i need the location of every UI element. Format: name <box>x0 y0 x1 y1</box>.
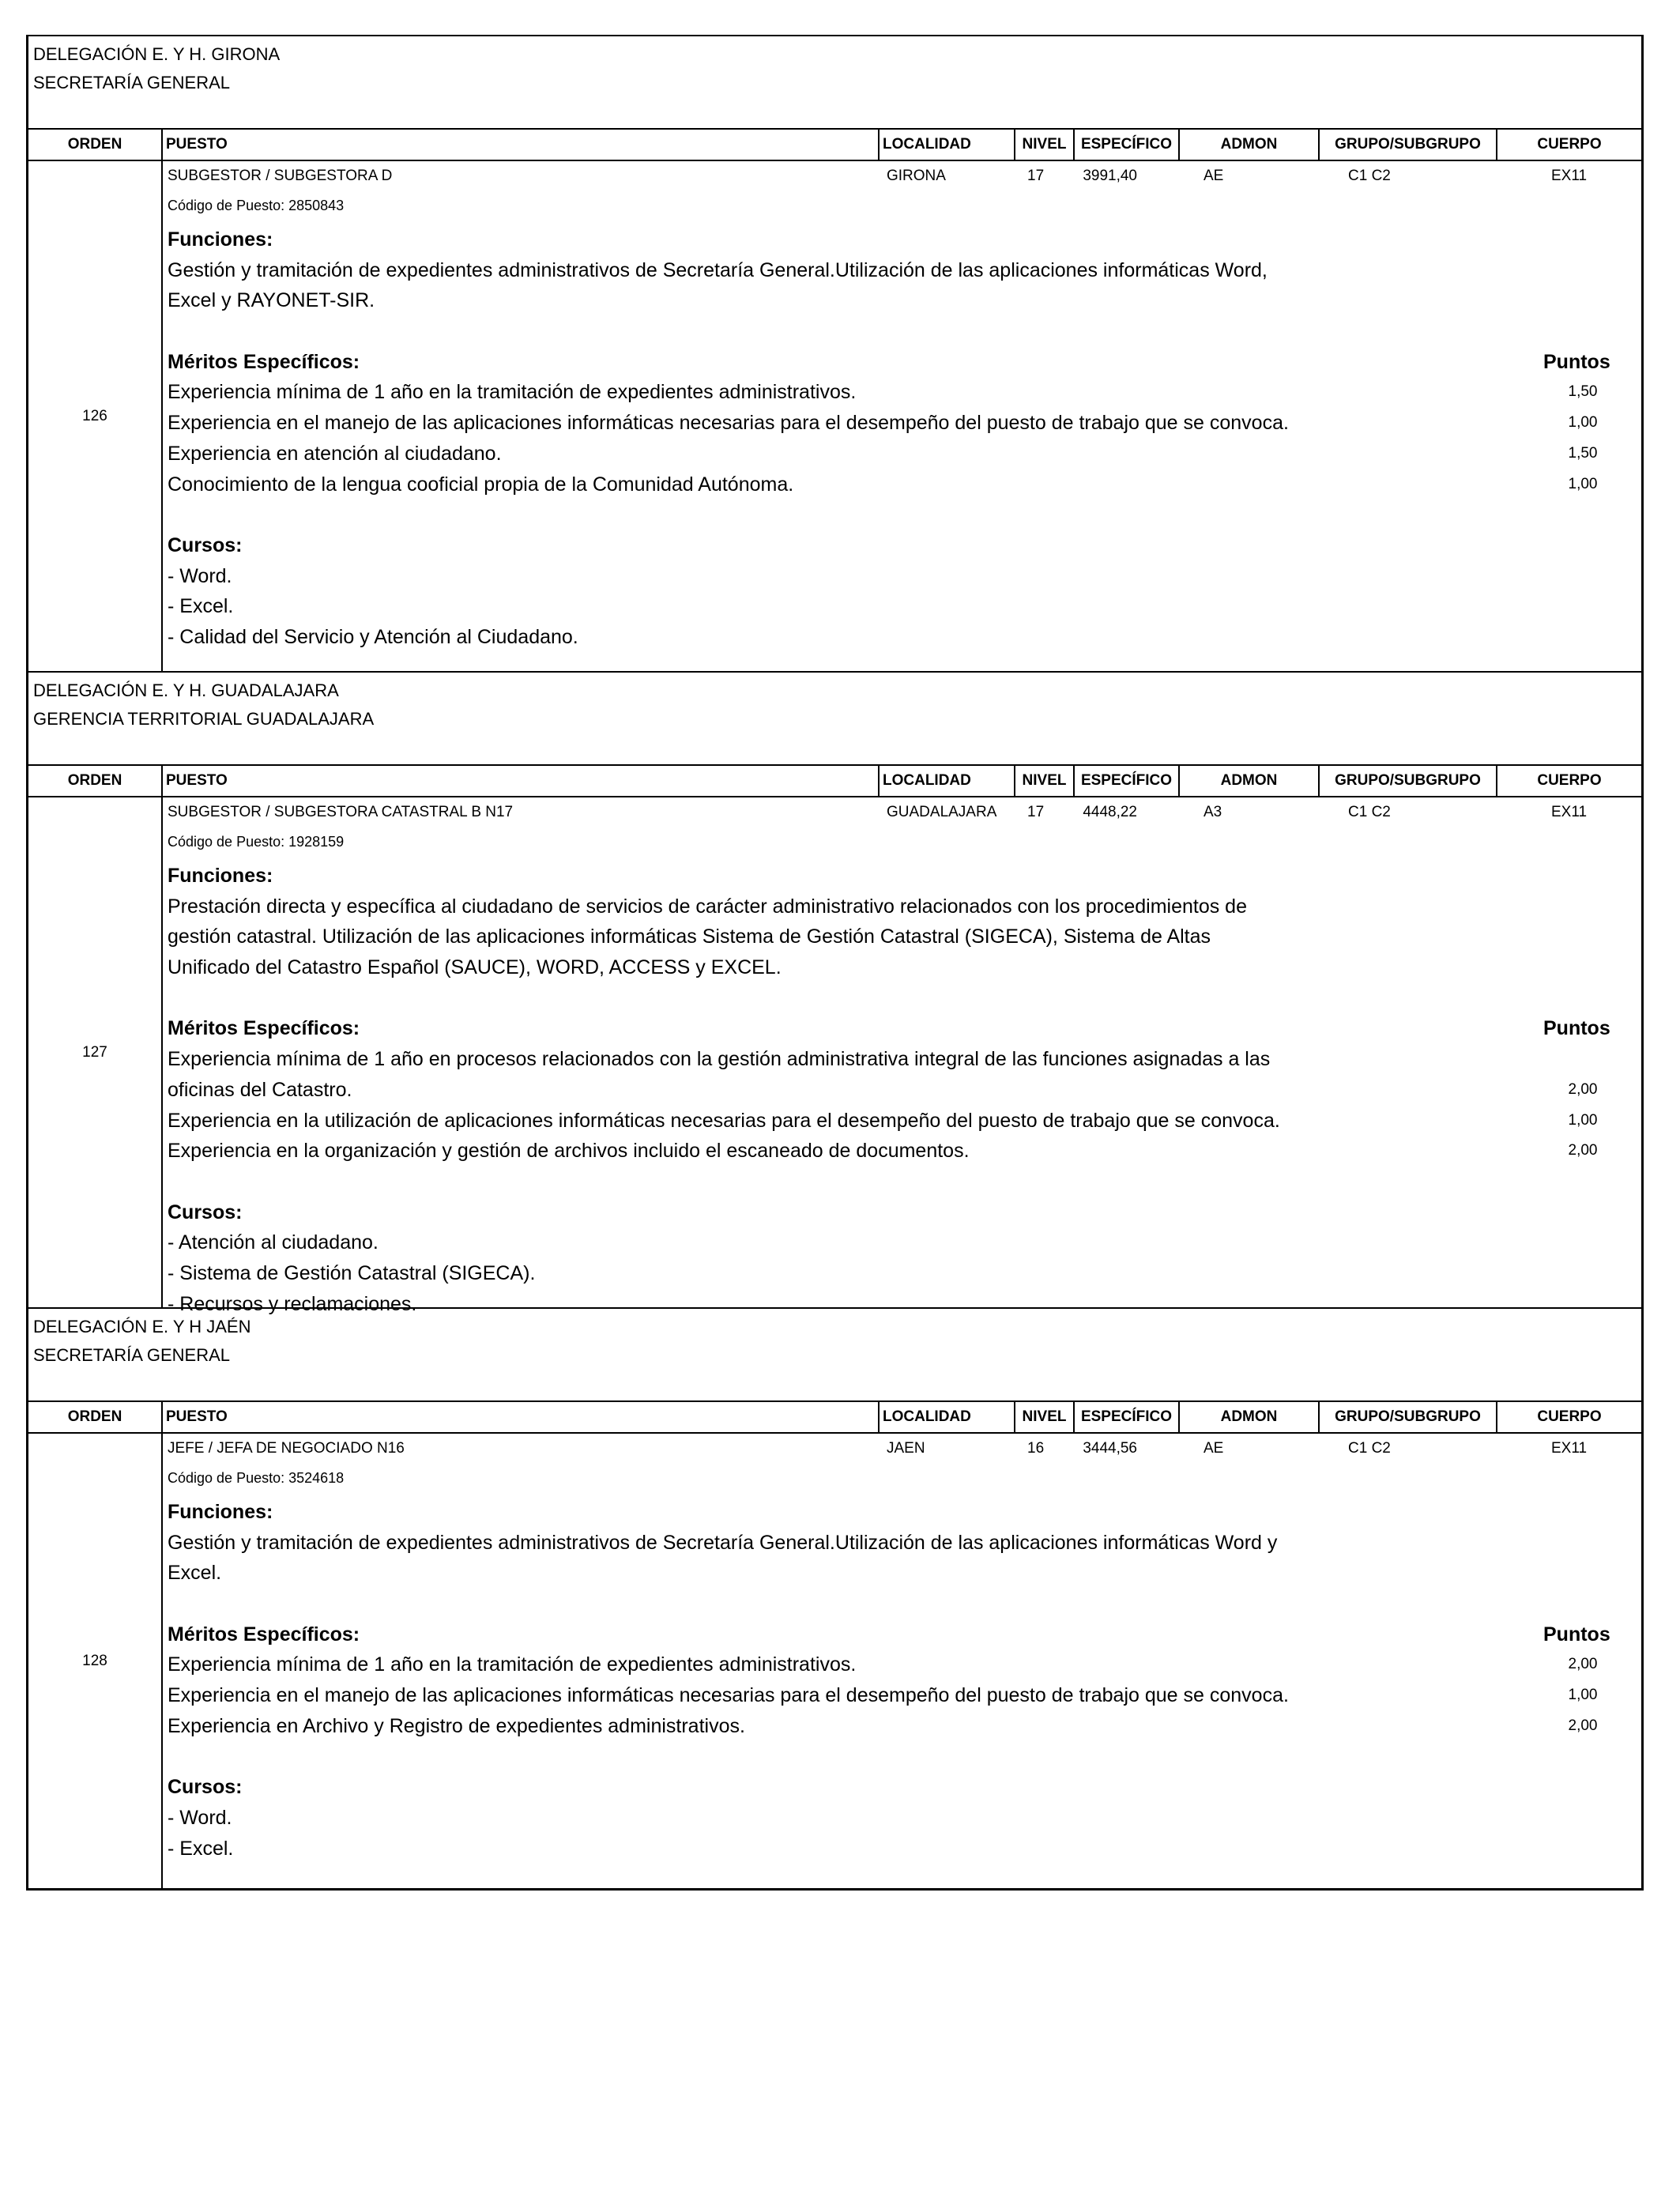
curso-line: - Atención al ciudadano. <box>168 1231 379 1254</box>
merito-puntos: 1,50 <box>1568 444 1598 462</box>
column-header-row <box>28 1402 1641 1434</box>
merito-text: Experiencia mínima de 1 año en procesos relacionados con la gestión administrativa integral de las funciones asignadas a las <box>168 1048 1271 1071</box>
header-especifico: ESPECÍFICO <box>1075 130 1180 160</box>
header-puesto: PUESTO <box>163 766 880 796</box>
section-header <box>28 673 1641 766</box>
curso-line: - Word. <box>168 564 232 587</box>
funciones-heading: Funciones: <box>168 228 273 251</box>
meritos-heading <box>168 347 1641 378</box>
spacer <box>168 316 1641 347</box>
delegacion-title: DELEGACIÓN E. Y H. GIRONA <box>33 44 281 64</box>
curso-line: - Word. <box>168 1806 232 1829</box>
header-orden: ORDEN <box>28 1402 163 1432</box>
job-row <box>28 797 1641 1315</box>
job-text <box>168 224 1641 653</box>
cell-grupo: C1 C2 <box>1348 168 1391 184</box>
merito-line <box>168 1680 1641 1711</box>
header-nivel: NIVEL <box>1015 1402 1075 1432</box>
header-orden: ORDEN <box>28 766 163 796</box>
merito-text: Experiencia en la organización y gestión de archivos incluido el escaneado de documentos. <box>168 1140 970 1163</box>
job-summary-row <box>163 168 1641 188</box>
funciones-heading: Funciones: <box>168 865 273 887</box>
merito-text: Experiencia mínima de 1 año en la tramitación de expedientes administrativos. <box>168 1653 857 1676</box>
merito-text: oficinas del Catastro. <box>168 1078 352 1101</box>
merito-line <box>168 1106 1641 1137</box>
cell-admon: AE <box>1203 1440 1224 1457</box>
header-localidad: LOCALIDAD <box>880 766 1015 796</box>
merito-text: Experiencia en el manejo de las aplicaciones informáticas necesarias para el desempeño del puesto de trabajo que se convoca. <box>168 412 1289 435</box>
column-header-row <box>28 130 1641 161</box>
cell-localidad: JAEN <box>887 1440 925 1457</box>
job-details <box>163 161 1641 671</box>
job-section <box>26 1307 1644 1891</box>
job-text <box>168 1497 1641 1864</box>
cell-puesto: JEFE / JEFA DE NEGOCIADO N16 <box>168 1440 405 1457</box>
cell-admon: A3 <box>1203 804 1222 820</box>
funciones-line: Excel. <box>168 1562 222 1585</box>
merito-puntos: 1,00 <box>1568 1687 1598 1704</box>
header-puesto: PUESTO <box>163 130 880 160</box>
cell-cuerpo: EX11 <box>1551 168 1588 184</box>
job-row <box>28 1434 1641 1888</box>
header-orden: ORDEN <box>28 130 163 160</box>
merito-line <box>168 377 1641 408</box>
job-summary-row <box>163 804 1641 824</box>
puntos-heading: Puntos <box>1543 1623 1610 1646</box>
job-text <box>168 861 1641 1319</box>
merito-puntos: 1,00 <box>1568 1111 1598 1129</box>
merito-line <box>168 1136 1641 1167</box>
meritos-label: Méritos Específicos: <box>168 1623 360 1646</box>
funciones-line: Gestión y tramitación de expedientes administrativos de Secretaría General.Utilización de las aplicaciones informáticas Word, <box>168 258 1268 281</box>
unidad-title: GERENCIA TERRITORIAL GUADALAJARA <box>33 709 375 729</box>
cell-localidad: GIRONA <box>887 168 946 184</box>
cell-nivel: 17 <box>1027 804 1045 820</box>
curso-line: - Excel. <box>168 1837 234 1860</box>
funciones-line: Excel y RAYONET-SIR. <box>168 289 375 312</box>
cell-localidad: GUADALAJARA <box>887 804 997 820</box>
merito-line <box>168 439 1641 469</box>
merito-puntos: 1,50 <box>1568 383 1598 401</box>
spacer <box>168 1589 1641 1619</box>
job-details <box>163 1434 1641 1888</box>
merito-text: Conocimiento de la lengua cooficial propia de la Comunidad Autónoma. <box>168 473 794 496</box>
cell-puesto: SUBGESTOR / SUBGESTORA D <box>168 168 393 184</box>
merito-line <box>168 1649 1641 1680</box>
header-cuerpo: CUERPO <box>1537 772 1602 789</box>
cursos-heading: Cursos: <box>168 533 243 556</box>
merito-text: Experiencia en Archivo y Registro de expedientes administrativos. <box>168 1714 745 1737</box>
header-admon: ADMON <box>1180 130 1320 160</box>
merito-text: Experiencia en atención al ciudadano. <box>168 442 502 465</box>
cell-grupo: C1 C2 <box>1348 1440 1391 1457</box>
meritos-label: Méritos Específicos: <box>168 1017 360 1040</box>
meritos-heading <box>168 1619 1641 1650</box>
merito-line <box>168 1075 1641 1106</box>
unidad-title: SECRETARÍA GENERAL <box>33 1345 230 1365</box>
header-grupo: GRUPO/SUBGRUPO <box>1320 766 1497 796</box>
merito-line <box>168 1044 1641 1075</box>
cell-nivel: 16 <box>1027 1440 1045 1457</box>
header-grupo: GRUPO/SUBGRUPO <box>1320 130 1497 160</box>
puntos-heading: Puntos <box>1543 1017 1610 1040</box>
header-cuerpo: CUERPO <box>1537 1408 1602 1425</box>
column-header-row <box>28 766 1641 797</box>
meritos-heading <box>168 1013 1641 1044</box>
funciones-line: Gestión y tramitación de expedientes administrativos de Secretaría General.Utilización de las aplicaciones informáticas Word y <box>168 1531 1278 1554</box>
merito-puntos: 2,00 <box>1568 1717 1598 1734</box>
job-section <box>26 35 1644 671</box>
header-grupo: GRUPO/SUBGRUPO <box>1320 1402 1497 1432</box>
merito-puntos: 1,00 <box>1568 475 1598 492</box>
puntos-heading: Puntos <box>1543 350 1610 373</box>
merito-text: Experiencia en la utilización de aplicaciones informáticas necesarias para el desempeño del puesto de trabajo que se convoca. <box>168 1109 1280 1132</box>
codigo-puesto: Código de Puesto: 3524618 <box>168 1470 345 1486</box>
curso-line: - Sistema de Gestión Catastral (SIGECA). <box>168 1261 536 1284</box>
merito-line <box>168 469 1641 500</box>
merito-puntos: 2,00 <box>1568 1142 1598 1159</box>
curso-line: - Recursos y reclamaciones. <box>168 1292 417 1315</box>
cell-especifico: 3444,56 <box>1083 1440 1137 1457</box>
header-cuerpo: CUERPO <box>1537 136 1602 153</box>
header-especifico: ESPECÍFICO <box>1075 766 1180 796</box>
codigo-puesto: Código de Puesto: 1928159 <box>168 834 345 850</box>
cell-puesto: SUBGESTOR / SUBGESTORA CATASTRAL B N17 <box>168 804 514 820</box>
merito-line <box>168 1711 1641 1742</box>
cursos-heading: Cursos: <box>168 1776 243 1799</box>
merito-text: Experiencia mínima de 1 año en la tramitación de expedientes administrativos. <box>168 381 857 404</box>
spacer <box>168 983 1641 1014</box>
job-section <box>26 671 1644 1315</box>
delegacion-title: DELEGACIÓN E. Y H JAÉN <box>33 1317 251 1336</box>
delegacion-title: DELEGACIÓN E. Y H. GUADALAJARA <box>33 680 339 700</box>
job-row <box>28 161 1641 671</box>
spacer <box>168 1742 1641 1773</box>
funciones-line: Prestación directa y específica al ciudadano de servicios de carácter administrativo relacionados con los procedimientos de <box>168 895 1247 918</box>
cell-especifico: 4448,22 <box>1083 804 1137 820</box>
cursos-heading: Cursos: <box>168 1201 243 1223</box>
merito-puntos: 2,00 <box>1568 1080 1598 1098</box>
spacer <box>168 1167 1641 1197</box>
document-table <box>26 35 1644 1891</box>
curso-line: - Calidad del Servicio y Atención al Ciudadano. <box>168 625 578 648</box>
orden-number: 128 <box>28 1434 163 1888</box>
cell-cuerpo: EX11 <box>1551 1440 1588 1457</box>
cell-grupo: C1 C2 <box>1348 804 1391 820</box>
header-especifico: ESPECÍFICO <box>1075 1402 1180 1432</box>
orden-number: 127 <box>28 797 163 1307</box>
spacer <box>168 499 1641 530</box>
header-admon: ADMON <box>1180 1402 1320 1432</box>
orden-number: 126 <box>28 161 163 671</box>
merito-puntos: 2,00 <box>1568 1656 1598 1673</box>
funciones-line: gestión catastral. Utilización de las aplicaciones informáticas Sistema de Gestión Catastral (SIGECA), Sistema de Altas <box>168 925 1211 948</box>
merito-line <box>168 408 1641 439</box>
unidad-title: SECRETARÍA GENERAL <box>33 73 230 92</box>
cell-admon: AE <box>1203 168 1224 184</box>
section-header <box>28 36 1641 130</box>
header-nivel: NIVEL <box>1015 766 1075 796</box>
cell-nivel: 17 <box>1027 168 1045 184</box>
header-admon: ADMON <box>1180 766 1320 796</box>
cell-especifico: 3991,40 <box>1083 168 1137 184</box>
funciones-line: Unificado del Catastro Español (SAUCE), WORD, ACCESS y EXCEL. <box>168 956 782 979</box>
merito-text: Experiencia en el manejo de las aplicaciones informáticas necesarias para el desempeño del puesto de trabajo que se convoca. <box>168 1684 1289 1707</box>
funciones-heading: Funciones: <box>168 1501 273 1523</box>
job-summary-row <box>163 1440 1641 1461</box>
header-localidad: LOCALIDAD <box>880 1402 1015 1432</box>
job-details <box>163 797 1641 1315</box>
codigo-puesto: Código de Puesto: 2850843 <box>168 198 345 213</box>
section-header <box>28 1309 1641 1402</box>
meritos-label: Méritos Específicos: <box>168 350 360 373</box>
merito-puntos: 1,00 <box>1568 414 1598 432</box>
header-puesto: PUESTO <box>163 1402 880 1432</box>
cell-cuerpo: EX11 <box>1551 804 1588 820</box>
curso-line: - Excel. <box>168 595 234 618</box>
header-localidad: LOCALIDAD <box>880 130 1015 160</box>
header-nivel: NIVEL <box>1015 130 1075 160</box>
